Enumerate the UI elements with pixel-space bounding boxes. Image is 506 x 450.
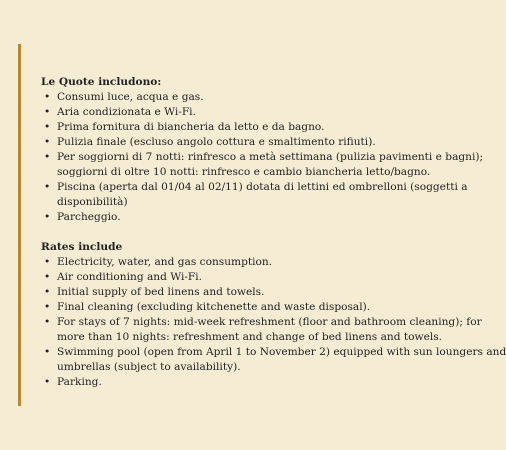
list-item: • Initial supply of bed linens and towels. <box>41 285 481 300</box>
list-item: • Per soggiorni di 7 notti: rinfresco a metà settimana (pulizia pavimenti e bagni); soggiorni di oltre 10 notti: rinfresco e cambio biancheria letto/bagno. <box>41 150 481 180</box>
section-spacer <box>41 225 481 240</box>
list-item: • Consumi luce, acqua e gas. <box>41 90 481 105</box>
list-item: • Pulizia finale (escluso angolo cottura e smaltimento rifiuti). <box>41 135 481 150</box>
english-includes-list <box>41 255 506 390</box>
italian-section-title: Le Quote includono: <box>41 76 162 88</box>
list-item: • Air conditioning and Wi-Fi. <box>41 270 481 285</box>
accent-bar <box>18 44 21 406</box>
list-item: • Electricity, water, and gas consumption. <box>41 255 481 270</box>
italian-includes-list <box>41 90 484 225</box>
list-item: • For stays of 7 nights: mid-week refreshment (floor and bathroom cleaning); for more than 10 nights: refreshment and change of bed linens and towels. <box>41 315 481 345</box>
list-item: • Piscina (aperta dal 01/04 al 02/11) dotata di lettini ed ombrelloni (soggetti a disponibilità) <box>41 180 481 210</box>
list-item: • Prima fornitura di biancheria da letto e da bagno. <box>41 120 481 135</box>
list-item: • Final cleaning (excluding kitchenette and waste disposal). <box>41 300 481 315</box>
list-item: • Parking. <box>41 375 481 390</box>
english-section-title: Rates include <box>41 241 123 253</box>
list-item: • Aria condizionata e Wi-Fi. <box>41 105 481 120</box>
list-item: • Parcheggio. <box>41 210 481 225</box>
rates-content <box>41 75 506 390</box>
list-item: • Swimming pool (open from April 1 to November 2) equipped with sun loungers and umbrellas (subject to availability). <box>41 345 481 375</box>
